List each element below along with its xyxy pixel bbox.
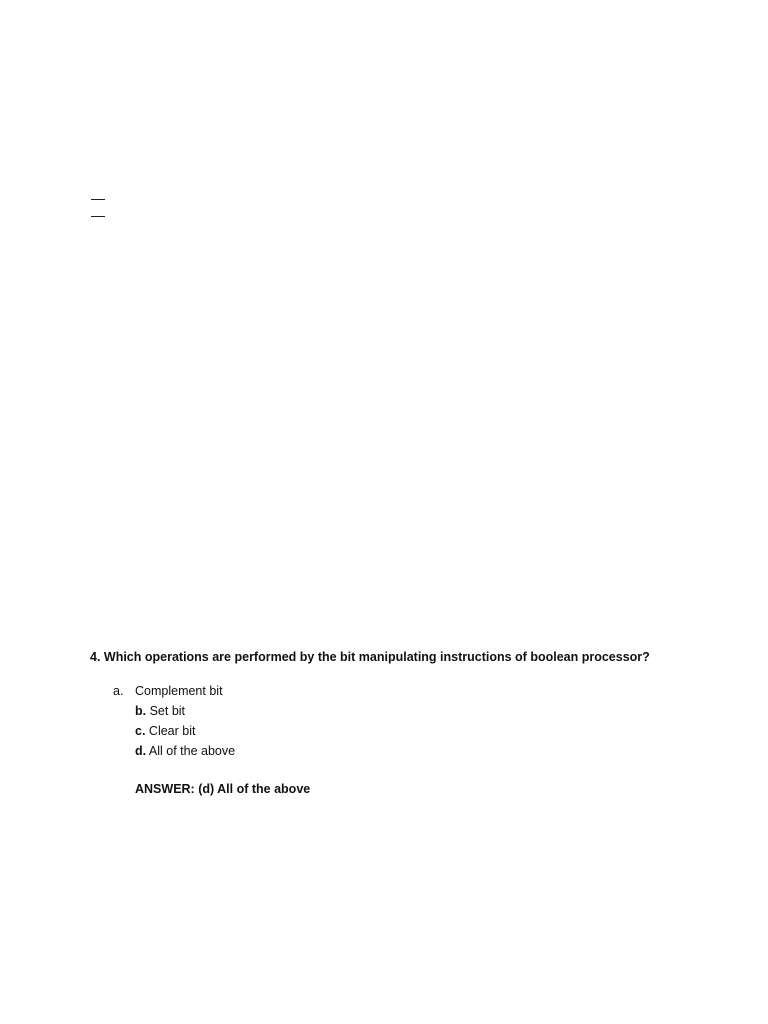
option-marker: c. [135, 724, 146, 738]
option-text: Clear bit [148, 724, 196, 738]
dash-mark [91, 216, 105, 217]
dash-mark [91, 199, 105, 200]
option-marker: d. [135, 744, 147, 758]
option-d [113, 741, 235, 761]
answer-text: ANSWER: (d) All of the above [135, 782, 311, 796]
question-text: 4. Which operations are performed by the bit manipulating instructions of boolean processor? [90, 650, 650, 664]
option-text: All of the above [148, 744, 236, 758]
option-a [113, 681, 235, 701]
options-list [113, 681, 235, 761]
option-text: Complement bit [135, 684, 223, 698]
option-marker: a. [113, 684, 124, 698]
option-text: Set bit [149, 704, 186, 718]
option-marker: b. [135, 704, 147, 718]
option-b [113, 701, 235, 721]
option-c [113, 721, 235, 741]
